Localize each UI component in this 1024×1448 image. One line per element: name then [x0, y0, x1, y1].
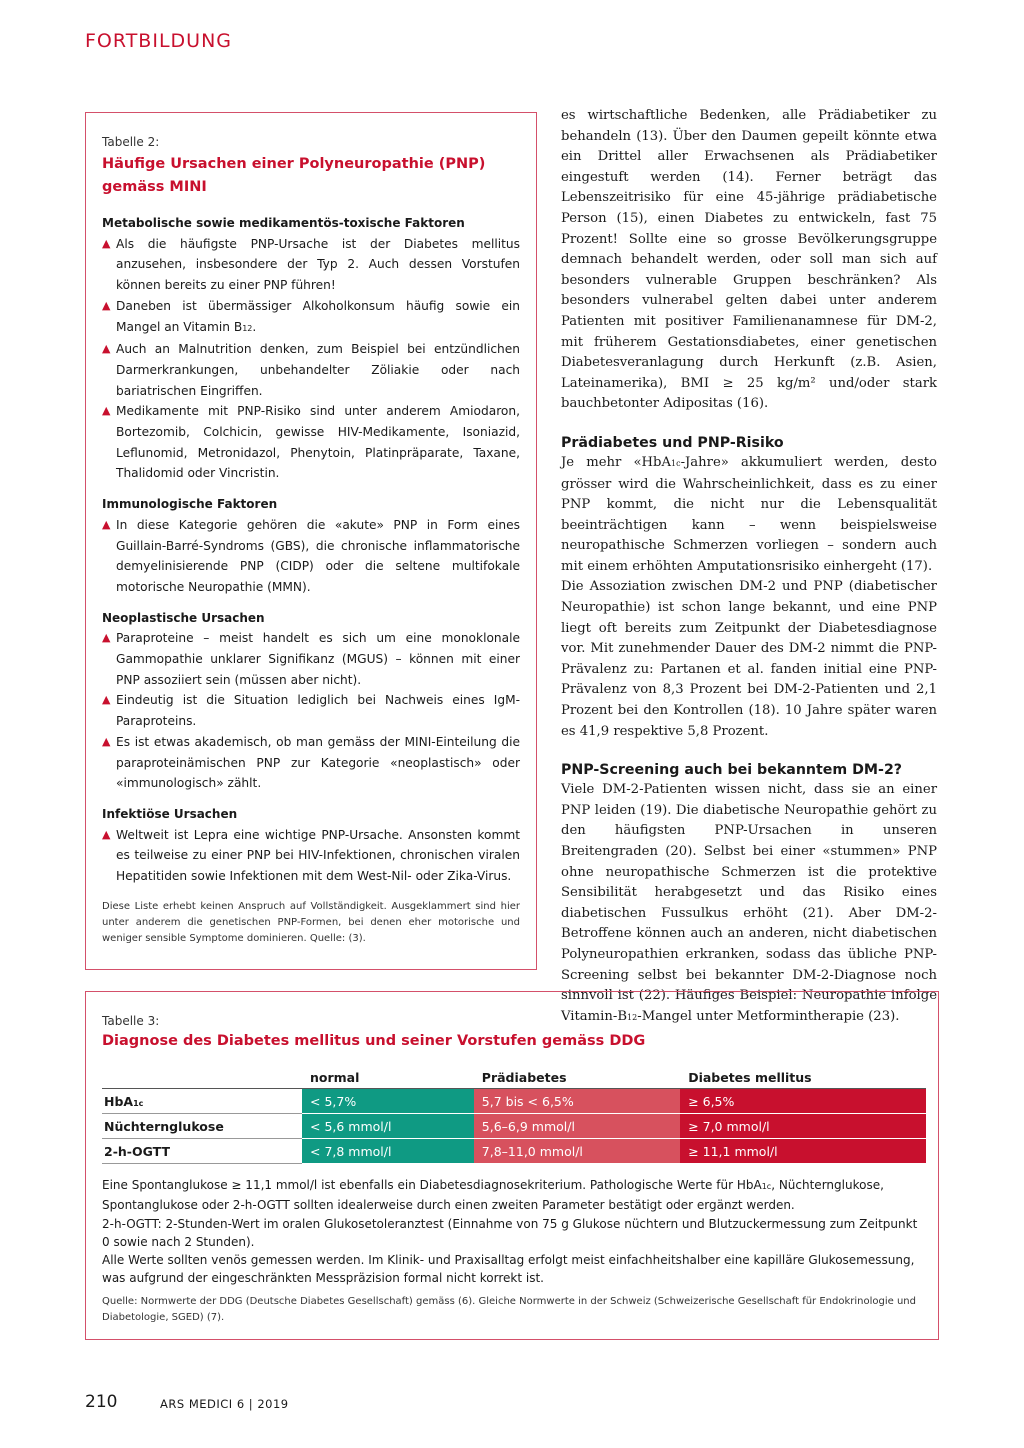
list-item: [102, 339, 520, 401]
category-heading: Neoplastische Ursachen: [102, 610, 265, 625]
triangle-bullet-icon: ▲: [102, 734, 111, 748]
list-item: [102, 296, 520, 339]
list-item-text: Auch an Malnutrition denken, zum Beispiel bei entzündlichen Darmerkrankungen, unbehandelter Zöliakie oder nach bariatrischen Eingriffen.: [116, 342, 520, 398]
list-item-text: In diese Kategorie gehören die «akute» PNP in Form eines Guillain-Barré-Syndroms (GBS), die chronische inflammatorische demyelinisierende PNP (CIDP) oder die seltene multifokale motorische Neuropathie (MMN).: [116, 517, 520, 594]
table3-notes: [102, 1176, 922, 1288]
list-item-text: Eindeutig ist die Situation lediglich bei Nachweis eines IgM-Paraproteins.: [116, 693, 520, 729]
category-heading: Metabolische sowie medikamentös-toxische Faktoren: [102, 216, 465, 230]
list-item-text: Es ist etwas akademisch, ob man gemäss der MINI-Einteilung die paraproteinämischen PNP zur Kategorie «neoplastisch» oder «immunologisch» zählt.: [116, 734, 520, 791]
table2-body: [102, 213, 520, 887]
table3-note: Eine Spontanglukose ≥ 11,1 mmol/l ist ebenfalls ein Diabetesdiagnosekriterium. Pathologische Werte für HbA1c, Nüchternglukose, Spontanglukose oder 2-h-OGTT sollten idealerweise durch einen zweiten Parameter bestätigt oder ergänzt werden.: [102, 1178, 884, 1213]
table3-caption: Tabelle 3:: [102, 1014, 160, 1028]
table-header-row: [102, 1067, 926, 1089]
table-row: [102, 1089, 926, 1114]
table-row: [102, 1114, 926, 1139]
diagnosis-table: [102, 1067, 926, 1164]
journal-name: ARS MEDICI 6 | 2019: [160, 1397, 289, 1411]
table3-box: [85, 991, 939, 1340]
table-header: Diabetes mellitus: [680, 1067, 926, 1089]
triangle-bullet-icon: ▲: [102, 631, 111, 645]
list-item: [102, 401, 520, 484]
table-header: Prädiabetes: [474, 1067, 680, 1089]
section-header: FORTBILDUNG: [85, 30, 233, 52]
table-cell-prediabetes: 5,7 bis < 6,5%: [474, 1089, 680, 1114]
subheading: PNP-Screening auch bei bekanntem DM-2?: [561, 762, 903, 779]
list-item-text: Als die häufigste PNP-Ursache ist der Diabetes mellitus anzusehen, insbesondere der Typ 2. Auch dessen Vorstufen können bereits zu einer PNP führen!: [116, 236, 520, 293]
table2-caption: Tabelle 2:: [102, 135, 160, 149]
list-item: [102, 825, 520, 887]
list-item: [102, 515, 520, 598]
triangle-bullet-icon: ▲: [102, 404, 111, 418]
triangle-bullet-icon: ▲: [102, 298, 111, 312]
category-heading: Immunologische Faktoren: [102, 497, 278, 512]
article-column: [561, 106, 937, 1028]
table-cell-diabetes: ≥ 11,1 mmol/l: [680, 1139, 926, 1164]
list-item: [102, 628, 520, 690]
paragraph: Viele DM-2-Patienten wissen nicht, dass sie an einer PNP leiden (19). Die diabetische Neuropathie gehört zu den häufigsten PNP-Ursachen in unseren Breitengraden (20). Selbst bei einer «stummen» PNP ohne neuropathische Schmerzen ist die protektive Sensibilität herabgesetzt und das Risiko eines diabetischen Fussulkus erhöht (21). Aber DM-2-Betroffene können auch an anderen, nicht diabetischen Polyneuropathien erkranken, sodass das übliche PNP-Screening selbst bei bekannter DM-2-Diagnose noch sinnvoll ist (22). Häufiges Beispiel: Neuropathie infolge Vitamin-B12-Mangel unter Metformintherapie (23).: [561, 782, 937, 1024]
table2-note: Diese Liste erhebt keinen Anspruch auf Vollständigkeit. Ausgeklammert sind hier unter anderem die genetischen PNP-Formen, bei denen eher motorische und weniger sensible Symptome dominieren. Quelle: (3).: [102, 900, 520, 944]
list-item-text: Paraproteine – meist handelt es sich um eine monoklonale Gammopathie unklarer Signifikanz (MGUS) – können mit einer PNP assoziiert sein (müssen aber nicht).: [116, 631, 520, 687]
subheading: Prädiabetes und PNP-Risiko: [561, 434, 784, 451]
triangle-bullet-icon: ▲: [102, 517, 111, 531]
table-cell-normal: < 5,6 mmol/l: [302, 1114, 474, 1139]
table3-source: Quelle: Normwerte der DDG (Deutsche Diabetes Gesellschaft) gemäss (6). Gleiche Normwerte in der Schweiz (Schweizerische Gesellschaft für Endokrinologie und Diabetologie, SGED) (7).: [102, 1295, 916, 1323]
table3-title: Diagnose des Diabetes mellitus und seiner Vorstufen gemäss DDG: [102, 1033, 646, 1049]
table-cell-prediabetes: 5,6–6,9 mmol/l: [474, 1114, 680, 1139]
list-item-text: Weltweit ist Lepra eine wichtige PNP-Ursache. Ansonsten kommt es teilweise zu einer PNP bei HIV-Infektionen, chronischen viralen Hepatitiden sowie Infektionen mit dem West-Nil- oder Zika-Virus.: [116, 827, 520, 884]
row-label: HbA1c: [102, 1089, 302, 1114]
table2-title: [102, 153, 520, 199]
triangle-bullet-icon: ▲: [102, 342, 111, 356]
table3-note: Alle Werte sollten venös gemessen werden. Im Klinik- und Praxisalltag erfolgt meist einfachheitshalber eine kapilläre Glukosemessung, was aufgrund der eingeschränkten Messpräzision formal nicht korrekt ist.: [102, 1253, 915, 1286]
table-row: [102, 1139, 926, 1164]
row-label: Nüchternglukose: [102, 1114, 302, 1139]
table-header: normal: [302, 1067, 474, 1089]
category-heading: Infektiöse Ursachen: [102, 806, 238, 821]
list-item-text: Medikamente mit PNP-Risiko sind unter anderem Amiodaron, Bortezomib, Colchicin, gewisse HIV-Medikamente, Isoniazid, Leflunomid, Metronidazol, Phenytoin, Platinpräparate, Taxane, Thalidomid oder Vincristin.: [116, 404, 520, 481]
page-number: 210: [85, 1392, 118, 1412]
list-item: [102, 732, 520, 794]
table3-note: 2-h-OGTT: 2-Stunden-Wert im oralen Glukosetoleranztest (Einnahme von 75 g Glukose nüchtern und Blutzuckermessung zum Zeitpunkt 0 sowie nach 2 Stunden).: [102, 1216, 918, 1249]
triangle-bullet-icon: ▲: [102, 827, 111, 841]
table-cell-normal: < 7,8 mmol/l: [302, 1139, 474, 1164]
table-cell-prediabetes: 7,8–11,0 mmol/l: [474, 1139, 680, 1164]
table2-title-line2: gemäss MINI: [102, 179, 207, 195]
table2-box: [85, 112, 537, 970]
paragraph: es wirtschaftliche Bedenken, alle Prädiabetiker zu behandeln (13). Über den Daumen gepeilt könnte etwa ein Drittel aller Erwachsenen als Prädiabetiker eingestuft werden (14). Ferner beträgt das Lebenszeitrisiko für eine 45-jährige prädiabetische Person (15), einen Diabetes zu entwickeln, fast 75 Prozent! Sollte eine so grosse Bevölkerungsgruppe demnach behandelt werden, oder soll man sich auf besonders vulnerable Gruppen beschränken? Als besonders vulnerabel gelten dabei unter anderem Patienten mit positiver Familienanamnese für DM-2, mit früherem Gestationsdiabetes, einer genetischen Diabetesveranlagung durch Herkunft (z.B. Asien, Lateinamerika), BMI ≥ 25 kg/m² und/oder stark bauchbetonter Adipositas (16).: [561, 108, 937, 412]
row-label: 2-h-OGTT: [102, 1139, 302, 1164]
table2-title-line1: Häufige Ursachen einer Polyneuropathie (PNP): [102, 156, 486, 172]
triangle-bullet-icon: ▲: [102, 236, 111, 250]
list-item: [102, 690, 520, 731]
list-item: [102, 234, 520, 296]
list-item-text: Daneben ist übermässiger Alkoholkonsum häufig sowie ein Mangel an Vitamin B12.: [116, 298, 520, 334]
table-cell-normal: < 5,7%: [302, 1089, 474, 1114]
table-header-empty: [102, 1067, 302, 1089]
paragraph: Die Assoziation zwischen DM-2 und PNP (diabetischer Neuropathie) ist schon lange bekannt, und eine PNP liegt oft bereits zum Zeitpunkt der Diabetesdiagnose vor. Mit zunehmender Dauer des DM-2 nimmt die PNP-Prävalenz zu: Partanen et al. fanden initial eine PNP-Prävalenz von 8,3 Prozent bei DM-2-Patienten und 2,1 Prozent bei den Kontrollen (18). 10 Jahre später waren es 41,9 respektive 5,8 Prozent.: [561, 579, 937, 739]
table-cell-diabetes: ≥ 6,5%: [680, 1089, 926, 1114]
table-cell-diabetes: ≥ 7,0 mmol/l: [680, 1114, 926, 1139]
paragraph: Je mehr «HbA1c-Jahre» akkumuliert werden, desto grösser wird die Wahrscheinlichkeit, dass es zu einer PNP kommt, die nicht nur die Lebensqualität beeinträchtigen kann – wenn beispielsweise neuropathische Schmerzen vorliegen – sondern auch mit einem erhöhten Amputationsrisiko einhergeht (17).: [561, 454, 937, 574]
triangle-bullet-icon: ▲: [102, 693, 111, 707]
